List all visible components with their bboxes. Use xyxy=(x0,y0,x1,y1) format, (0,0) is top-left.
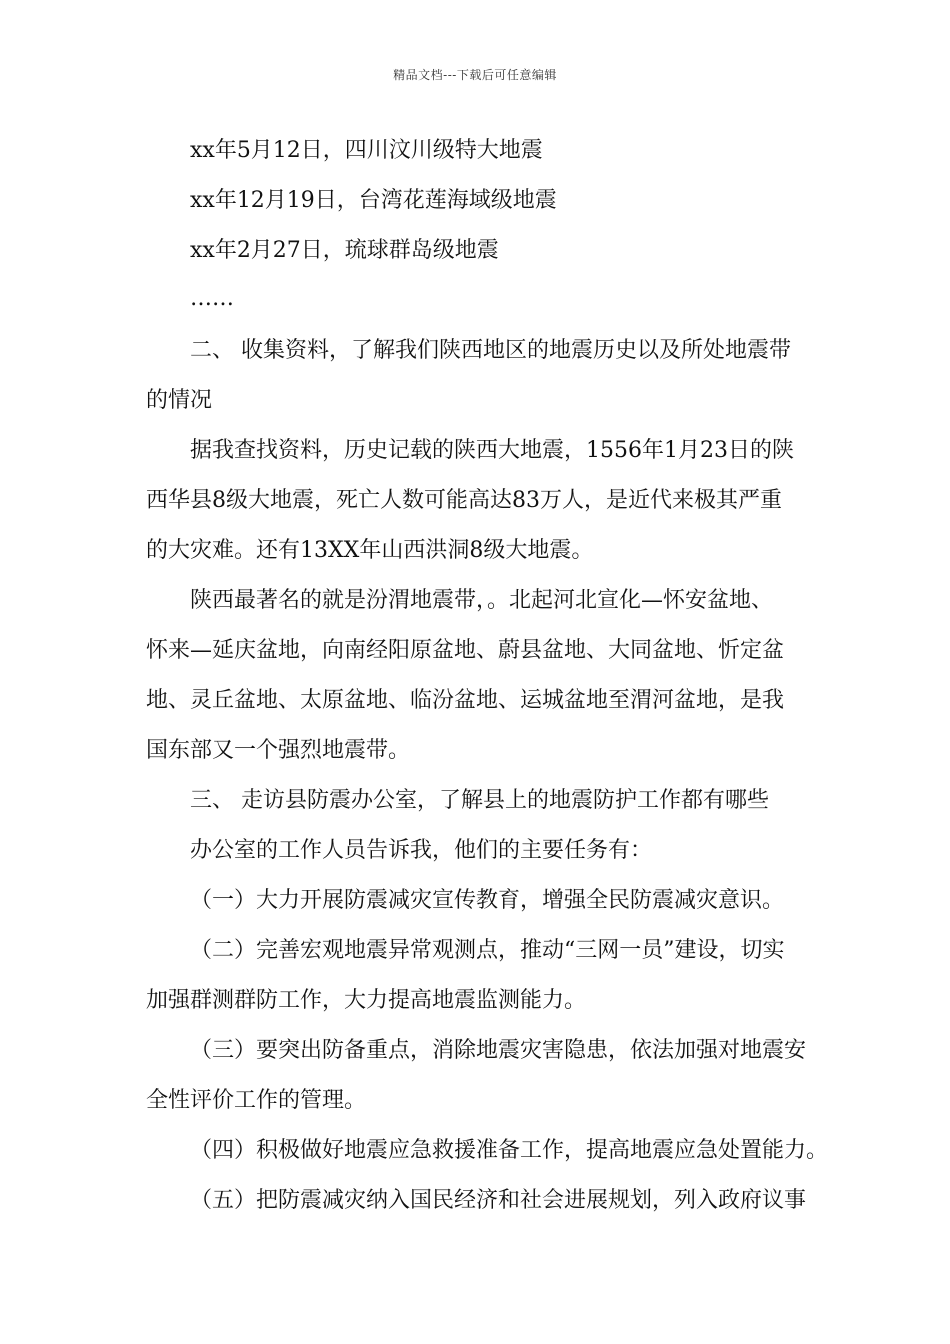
text-line: 西华县8级大地震，死亡人数可能高达83万人，是近代来极其严重 xyxy=(146,488,782,513)
text-line: xx年12月19日，台湾花莲海域级地震 xyxy=(190,188,557,213)
text-line: 的大灾难。还有13XX年山西洪洞8级大地震。 xyxy=(146,538,594,563)
list-item-2: （二）完善宏观地震异常观测点，推动“三网一员”建设，切实 xyxy=(190,938,785,963)
list-item-1: （一）大力开展防震减灾宣传教育，增强全民防震减灾意识。 xyxy=(190,888,785,913)
list-item-4: （四）积极做好地震应急救援准备工作，提高地震应急处置能力。 xyxy=(190,1138,829,1163)
text-line: 加强群测群防工作，大力提高地震监测能力。 xyxy=(146,988,587,1013)
page-header: 精品文档---下载后可任意编辑 xyxy=(393,68,557,82)
text-line: 全性评价工作的管理。 xyxy=(146,1088,367,1113)
text-line: 地、灵丘盆地、太原盆地、临汾盆地、运城盆地至渭河盆地，是我 xyxy=(146,688,785,713)
text-line: xx年2月27日，琉球群岛级地震 xyxy=(190,238,499,263)
text-line: 怀来—延庆盆地，向南经阳原盆地、蔚县盆地、大同盆地、忻定盆 xyxy=(146,638,785,663)
text-line: 据我查找资料，历史记载的陕西大地震，1556年1月23日的陕 xyxy=(190,438,794,463)
text-line: 国东部又一个强烈地震带。 xyxy=(146,738,411,763)
section-heading-3: 三、 走访县防震办公室，了解县上的地震防护工作都有哪些 xyxy=(190,788,769,813)
text-line: xx年5月12日，四川汶川级特大地震 xyxy=(190,138,543,163)
list-item-5: （五）把防震减灾纳入国民经济和社会进展规划，列入政府议事 xyxy=(190,1188,807,1213)
text-line: 的情况 xyxy=(146,388,213,413)
section-heading-2: 二、 收集资料，了解我们陕西地区的地震历史以及所处地震带 xyxy=(190,338,791,363)
text-line: 陕西最著名的就是汾渭地震带，。北起河北宣化—怀安盆地、 xyxy=(190,588,774,613)
text-line: 办公室的工作人员告诉我，他们的主要任务有： xyxy=(190,838,653,863)
ellipsis-line: …… xyxy=(190,286,234,311)
list-item-3: （三）要突出防备重点，消除地震灾害隐患，依法加强对地震安 xyxy=(190,1038,807,1063)
